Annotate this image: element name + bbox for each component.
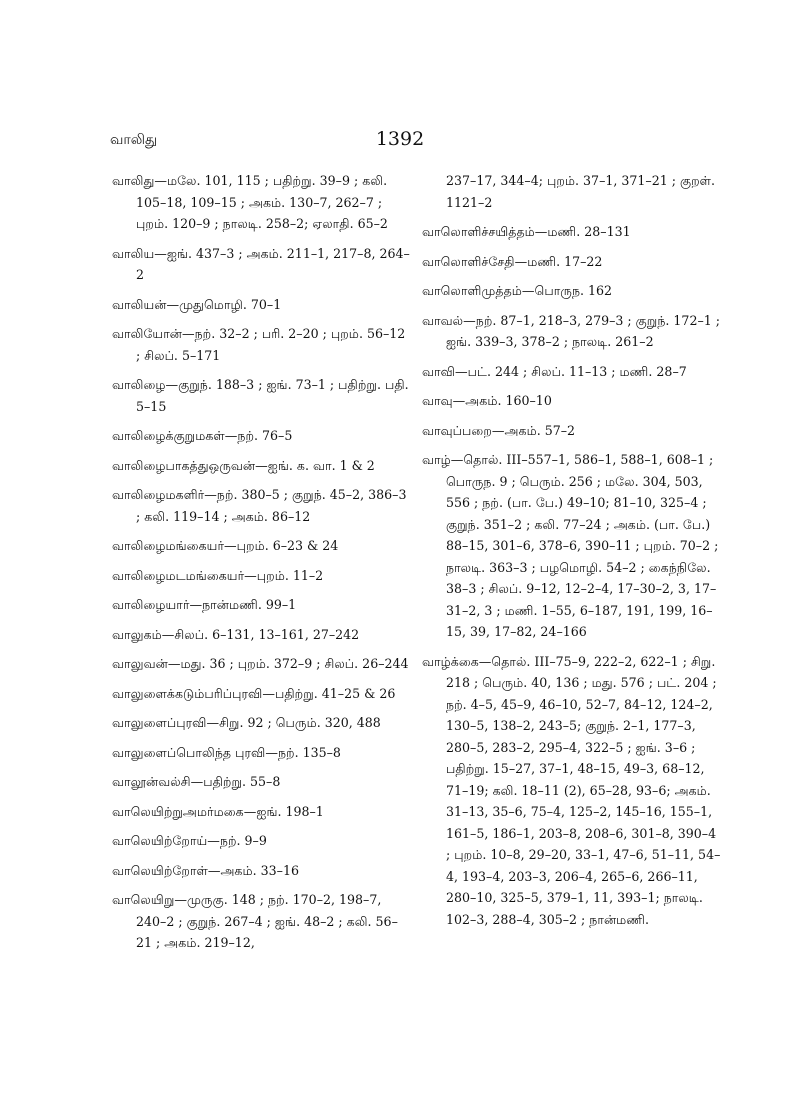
index-term: வாலிது— <box>112 173 167 188</box>
index-term: வாழ்— <box>422 452 464 467</box>
left-column <box>112 170 412 962</box>
index-entry <box>112 683 412 705</box>
index-entry <box>422 651 722 931</box>
index-entry <box>112 455 412 477</box>
index-term: வாலுளைப்பொலிந்த புரவி— <box>112 744 278 760</box>
index-references: நற். 380–5 ; குறுந். 45–2, 386–3 ; கலி. 119–14 ; அகம். 86–12 <box>136 487 407 524</box>
index-term: வாலிழைமடமங்கையர்— <box>112 567 257 583</box>
index-term: வாலிழைமகளிர்— <box>112 487 217 502</box>
index-entry <box>112 889 412 954</box>
index-references: நான்மணி. 99–1 <box>202 597 297 612</box>
index-term: வாழ்க்கை— <box>422 653 492 669</box>
index-references: அகம். 33–16 <box>220 862 299 878</box>
index-references: ஐங். க. வா. 1 & 2 <box>267 457 375 473</box>
index-references: மலே. 101, 115 ; பதிற்று. 39–9 ; கலி. 105–18, 109–15 ; அகம். 130–7, 262–7 ; புறம். 120–9 ; நாலடி. 258–2; ஏலாதி. 65–2 <box>136 173 388 231</box>
index-references: முருகு. 148 ; நற். 170–2, 198–7, 240–2 ; குறுந். 267–4 ; ஐங். 48–2 ; கலி. 56–21 ; அகம். 219–12, <box>136 892 398 950</box>
index-references: பதிற்று. 55–8 <box>203 774 281 789</box>
index-entry <box>112 294 412 316</box>
index-term: வாவு— <box>422 393 466 408</box>
index-entry <box>112 801 412 823</box>
index-term: வாலெயிற்றோய்— <box>112 833 220 848</box>
page-header <box>110 128 690 154</box>
index-references: பொருந. 162 <box>534 283 613 298</box>
index-entry <box>112 565 412 587</box>
index-entry <box>422 221 722 243</box>
index-entry <box>112 243 412 286</box>
index-references: புறம். 11–2 <box>256 567 324 583</box>
index-entry <box>112 742 412 764</box>
index-term: வாலொளிமுத்தம்— <box>422 283 535 298</box>
index-term: வாலெயிற்றோள்— <box>112 862 221 878</box>
index-term: வாலுவன்— <box>112 656 181 671</box>
index-entry <box>422 310 722 353</box>
index-entry <box>422 390 722 412</box>
index-references: முதுமொழி. 70–1 <box>179 296 282 312</box>
index-references: சிறு. 92 ; பெரும். 320, 488 <box>219 715 381 730</box>
index-entry <box>112 771 412 793</box>
index-references: சிலப். 6–131, 13–161, 27–242 <box>174 626 360 642</box>
index-references: மது. 36 ; புறம். 372–9 ; சிலப். 26–244 <box>180 656 409 671</box>
index-entry <box>112 425 412 447</box>
index-entry <box>112 594 412 616</box>
index-term: வாவல்— <box>422 312 476 328</box>
index-entry <box>112 170 412 235</box>
index-term: வாலொளிச்சேதி— <box>422 253 528 269</box>
index-entry <box>112 624 412 646</box>
index-entry <box>112 374 412 417</box>
running-head: வாலிது <box>110 132 158 148</box>
index-entry <box>422 361 722 383</box>
index-references: நற். 32–2 ; பரி. 2–20 ; புறம். 56–12 ; சிலப். 5–171 <box>136 326 406 363</box>
index-entry <box>112 860 412 882</box>
index-term: வாவுப்பறை— <box>422 422 505 438</box>
index-term: வாலுளைக்கடும்பரிப்புரவி— <box>112 685 275 701</box>
right-column <box>422 170 722 938</box>
index-term: வாலிழைபாகத்துஒருவன்— <box>112 457 268 473</box>
index-entry <box>422 170 722 213</box>
index-entry <box>112 323 412 366</box>
index-entry <box>112 484 412 527</box>
index-entry <box>112 653 412 675</box>
index-term: வாலிய— <box>112 245 167 261</box>
index-references: ஐங். 437–3 ; அகம். 211–1, 217–8, 264–2 <box>136 245 410 282</box>
index-term: வாலுகம்— <box>112 626 175 642</box>
index-references: 237–17, 344–4; புறம். 37–1, 371–21 ; குறள். 1121–2 <box>446 173 716 210</box>
index-references: நற். 87–1, 218–3, 279–3 ; குறுந். 172–1 ; ஐங். 339–3, 378–2 ; நாலடி. 261–2 <box>446 312 721 349</box>
index-term: வாலெயிற்றுஅமர்மகை— <box>112 803 257 819</box>
index-entry <box>422 251 722 273</box>
index-references: மணி. 28–131 <box>547 224 631 239</box>
index-term: வாலெயிறு— <box>112 892 187 907</box>
index-references: பட். 244 ; சிலப். 11–13 ; மணி. 28–7 <box>467 363 687 379</box>
index-references: அகம். 57–2 <box>504 422 576 438</box>
index-entry <box>112 712 412 734</box>
index-term: வாலியன்— <box>112 296 180 312</box>
index-term: வாலொளிச்சயித்தம்— <box>422 224 548 239</box>
index-references: மணி. 17–22 <box>527 253 603 269</box>
index-term: வாலூன்வல்சி— <box>112 774 204 789</box>
index-references: நற். 76–5 <box>237 428 293 443</box>
index-references: பதிற்று. 41–25 & 26 <box>274 685 396 701</box>
index-term: வாலுளைப்புரவி— <box>112 715 220 730</box>
index-term: வாலியோன்— <box>112 326 195 341</box>
index-term: வாலிழைமங்கையர்— <box>112 538 237 553</box>
index-references: நற். 9–9 <box>219 833 267 848</box>
index-references: ஐங். 198–1 <box>256 803 324 819</box>
index-entry <box>112 535 412 557</box>
index-term: வாவி— <box>422 363 468 379</box>
index-references: புறம். 6–23 & 24 <box>236 538 339 553</box>
page-number: 1392 <box>375 128 425 150</box>
index-entry <box>422 420 722 442</box>
index-term: வாலிழைக்குறுமகள்— <box>112 428 238 443</box>
index-term: வாலிழையார்— <box>112 597 203 612</box>
index-term: வாலிழை— <box>112 377 179 392</box>
index-references: நற். 135–8 <box>277 744 341 760</box>
index-entry <box>422 280 722 302</box>
index-references: தொல். III–557–1, 586–1, 588–1, 608–1 ; பொருந. 9 ; பெரும். 256 ; மலே. 304, 503, 556 ; நற். (பா. பே.) 49–10; 81–10, 325–4 ; குறுந். 351–2 ; கலி. 77–24 ; அகம். (பா. பே.) 88–15, 301–6, 378–6, 390–11 ; புறம். 70–2 ; நாலடி. 363–3 ; பழமொழி. 54–2 ; கைந்நிலே. 38–3 ; சிலப். 9–12, 12–2–4, 17–30–2, 3, 17–31–2, 3 ; மணி. 1–55, 6–187, 191, 199, 16–15, 39, 17–82, 24–166 <box>446 452 719 639</box>
index-references: அகம். 160–10 <box>465 393 552 408</box>
index-entry <box>112 830 412 852</box>
index-references: குறுந். 188–3 ; ஐங். 73–1 ; பதிற்று. பதி. 5–15 <box>136 377 409 414</box>
index-entry <box>422 449 722 643</box>
index-references: தொல். III–75–9, 222–2, 622–1 ; சிறு. 218 ; பெரும். 40, 136 ; மது. 576 ; பட். 204 ; நற். 4–5, 45–9, 46–10, 52–7, 84–12, 124–2, 130–5, 138–2, 243–5; குறுந். 2–1, 177–3, 280–5, 283–2, 295–4, 322–5 ; ஐங். 3–6 ; பதிற்று. 15–27, 37–1, 48–15, 49–3, 68–12, 71–19; கலி. 18–11 (2), 65–28, 93–6; அகம். 31–13, 35–6, 75–4, 125–2, 145–16, 155–1, 161–5, 186–1, 203–8, 208–6, 301–8, 390–4 ; புறம். 10–8, 29–20, 33–1, 47–6, 51–11, 54–4, 193–4, 203–3, 206–4, 265–6, 266–11, 280–10, 325–5, 379–1, 11, 393–1; நாலடி. 102–3, 288–4, 305–2 ; நான்மணி. <box>446 653 721 927</box>
